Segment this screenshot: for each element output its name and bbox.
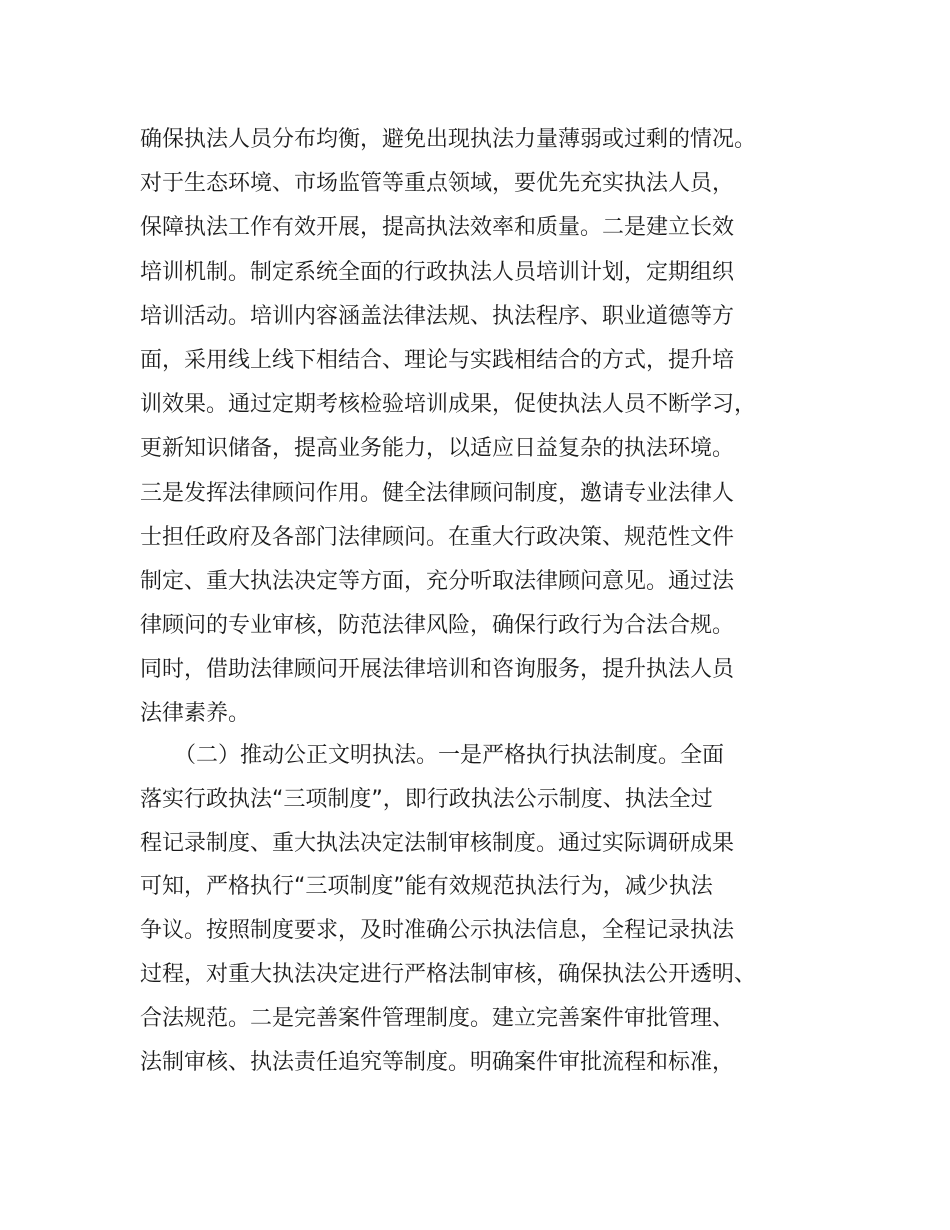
text-line: 法律素养。 — [140, 701, 251, 727]
text-line: 制定、重大执法决定等方面，充分听取法律顾问意见。通过法 — [140, 568, 735, 594]
text-line: 士担任政府及各部门法律顾问。在重大行政决策、规范性文件 — [140, 524, 735, 550]
section-heading-line: （二）推动公正文明执法。一是严格执行执法制度。全面 — [174, 743, 725, 768]
text-line: 律顾问的专业审核，防范法律风险，确保行政行为合法合规。 — [140, 613, 735, 639]
text-line: 法制审核、执法责任追究等制度。明确案件审批流程和标准， — [140, 1049, 735, 1075]
text-line: 三是发挥法律顾问作用。健全法律顾问制度，邀请专业法律人 — [140, 480, 735, 506]
text-line: 合法规范。二是完善案件管理制度。建立完善案件审批管理、 — [140, 1005, 735, 1031]
text-line: 训效果。通过定期考核检验培训成果，促使执法人员不断学习， — [140, 392, 757, 418]
text-line: 更新知识储备，提高业务能力，以适应日益复杂的执法环境。 — [140, 436, 735, 462]
text-line: 面，采用线上线下相结合、理论与实践相结合的方式，提升培 — [140, 347, 735, 373]
paragraph-2 — [140, 734, 840, 1084]
text-line: 培训机制。制定系统全面的行政执法人员培训计划，定期组织 — [140, 259, 735, 285]
text-line: 同时，借助法律顾问开展法律培训和咨询服务，提升执法人员 — [140, 657, 735, 683]
text-line: 保障执法工作有效开展，提高执法效率和质量。二是建立长效 — [140, 215, 735, 241]
text-line: 落实行政执法“三项制度”，即行政执法公示制度、执法全过 — [140, 786, 713, 812]
text-line: 培训活动。培训内容涵盖法律法规、执法程序、职业道德等方 — [140, 303, 735, 329]
paragraph-1 — [140, 118, 840, 737]
text-line: 对于生态环境、市场监管等重点领域，要优先充实执法人员， — [140, 171, 735, 197]
text-line: 争议。按照制度要求，及时准确公示执法信息，全程记录执法 — [140, 918, 735, 944]
text-line: 过程，对重大执法决定进行严格法制审核，确保执法公开透明、 — [140, 961, 757, 987]
text-line: 确保执法人员分布均衡，避免出现执法力量薄弱或过剩的情况。 — [140, 127, 757, 152]
text-line: 程记录制度、重大执法决定法制审核制度。通过实际调研成果 — [140, 830, 735, 856]
text-line: 可知，严格执行“三项制度”能有效规范执法行为，减少执法 — [140, 874, 713, 900]
